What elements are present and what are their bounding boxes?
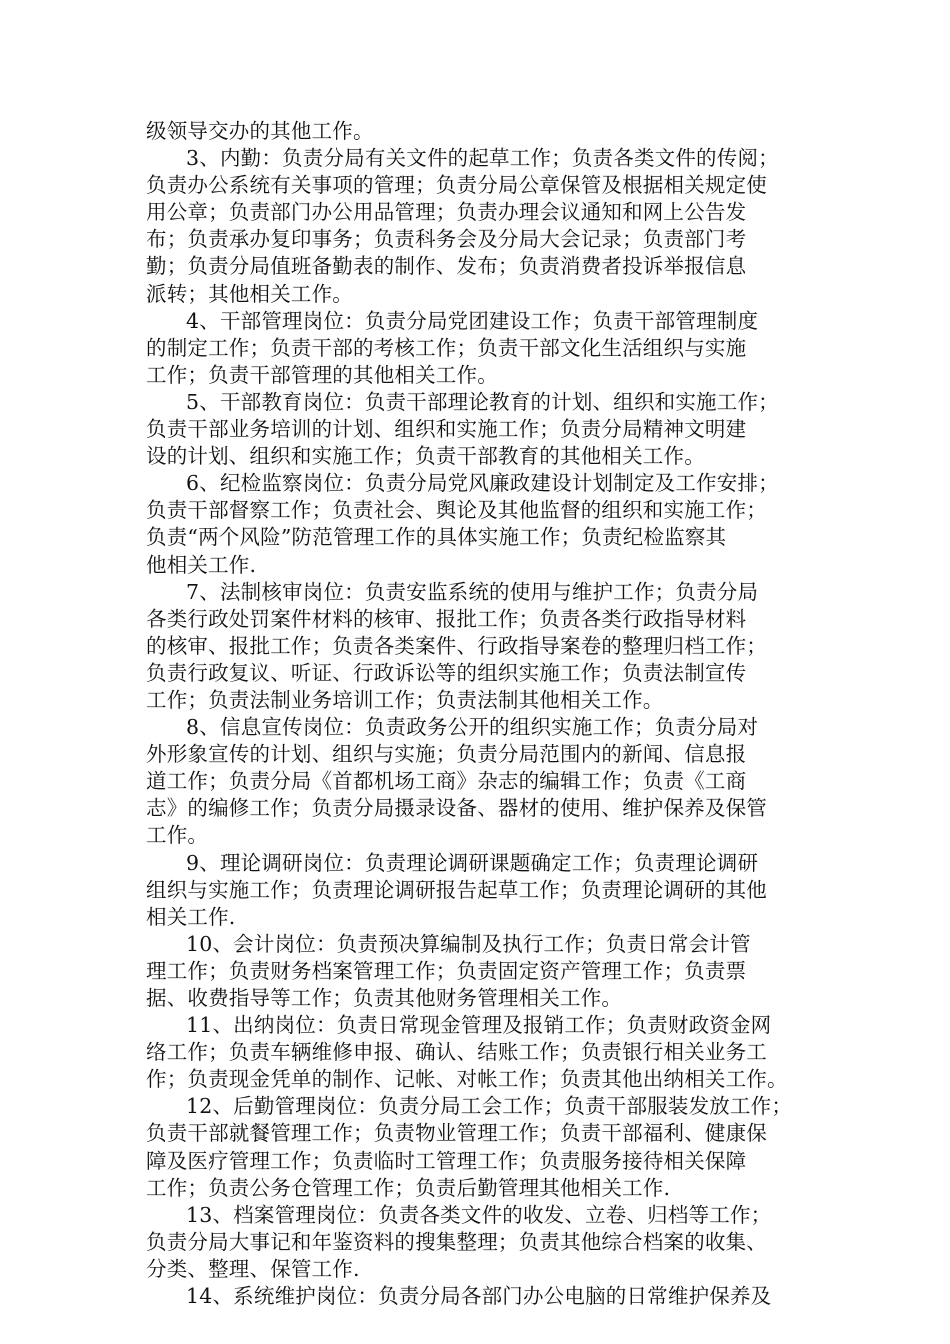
text-line: 12、后勤管理岗位：负责分局工会工作；负责干部服装发放工作； (186, 1094, 793, 1119)
text-line: 工作；负责干部管理的其他相关工作。 (146, 362, 498, 387)
text-line: 道工作；负责分局《首都机场工商》杂志的编辑工作；负责《工商 (146, 769, 747, 794)
text-line: 设的计划、组织和实施工作；负责干部教育的其他相关工作。 (146, 444, 705, 469)
text-line: 勤；负责分局值班备勤表的制作、发布；负责消费者投诉举报信息 (146, 254, 747, 279)
text-line: 9、理论调研岗位：负责理论调研课题确定工作；负责理论调研 (186, 850, 759, 875)
text-line: 负责干部督察工作；负责社会、舆论及其他监督的组织和实施工作； (146, 498, 767, 523)
document-body (146, 118, 806, 1310)
text-line: 7、法制核审岗位：负责安监系统的使用与维护工作；负责分局 (186, 579, 759, 604)
text-line: 14、系统维护岗位：负责分局各部门办公电脑的日常维护保养及 (186, 1284, 772, 1309)
text-line: 13、档案管理岗位：负责各类文件的收发、立卷、归档等工作； (186, 1202, 772, 1227)
text-line: 他相关工作. (146, 552, 257, 577)
text-line: 工作。 (146, 823, 209, 848)
text-line: 负责行政复议、听证、行政诉讼等的组织实施工作；负责法制宣传 (146, 660, 747, 685)
text-line: 级领导交办的其他工作。 (146, 119, 374, 143)
text-line: 10、会计岗位：负责预决算编制及执行工作；负责日常会计管 (186, 931, 751, 956)
text-line: 各类行政处罚案件材料的核审、报批工作；负责各类行政指导材料 (146, 606, 747, 631)
text-line: 派转；其他相关工作。 (146, 281, 353, 306)
text-line: 4、干部管理岗位：负责分局党团建设工作；负责干部管理制度 (186, 308, 759, 333)
text-line: 负责干部业务培训的计划、组织和实施工作；负责分局精神文明建 (146, 417, 747, 442)
text-line: 工作；负责公务仓管理工作；负责后勤管理其他相关工作. (146, 1175, 671, 1200)
text-line: 相关工作. (146, 904, 236, 929)
text-line: 11、出纳岗位：负责日常现金管理及报销工作；负责财政资金网 (186, 1013, 772, 1038)
text-line: 外形象宣传的计划、组织与实施；负责分局范围内的新闻、信息报 (146, 742, 747, 767)
text-line: 负责办公系统有关事项的管理；负责分局公章保管及根据相关规定使 (146, 173, 767, 198)
text-line: 布；负责承办复印事务；负责科务会及分局大会记录；负责部门考 (146, 227, 747, 252)
text-line: 分类、整理、保管工作. (146, 1256, 360, 1281)
text-line: 障及医疗管理工作；负责临时工管理工作；负责服务接待相关保障 (146, 1148, 747, 1173)
text-line: 5、干部教育岗位：负责干部理论教育的计划、组织和实施工作； (186, 389, 779, 414)
text-line: 络工作；负责车辆维修申报、确认、结账工作；负责银行相关业务工 (146, 1040, 767, 1065)
text-line: 理工作；负责财务档案管理工作；负责固定资产管理工作；负责票 (146, 958, 747, 983)
text-line: 作；负责现金凭单的制作、记帐、对帐工作；负责其他出纳相关工作。 (146, 1067, 788, 1092)
text-line: 的核审、报批工作；负责各类案件、行政指导案卷的整理归档工作； (146, 633, 767, 658)
text-line: 8、信息宣传岗位：负责政务公开的组织实施工作；负责分局对 (186, 715, 759, 740)
text-line: 3、内勤：负责分局有关文件的起草工作；负责各类文件的传阅； (186, 146, 779, 171)
text-line: 据、收费指导等工作；负责其他财务管理相关工作。 (146, 986, 623, 1010)
text-line: 负责分局大事记和年鉴资料的搜集整理；负责其他综合档案的收集、 (146, 1229, 767, 1254)
text-line: 用公章；负责部门办公用品管理；负责办理会议通知和网上公告发 (146, 200, 747, 225)
text-line: 志》的编修工作；负责分局摄录设备、器材的使用、维护保养及保管 (146, 796, 767, 821)
text-line: 工作；负责法制业务培训工作；负责法制其他相关工作。 (146, 687, 664, 712)
text-line: 组织与实施工作；负责理论调研报告起草工作；负责理论调研的其他 (146, 877, 767, 902)
text-line: 负责干部就餐管理工作；负责物业管理工作；负责干部福利、健康保 (146, 1121, 767, 1146)
text-line: 负责“两个风险”防范管理工作的具体实施工作；负责纪检监察其 (146, 525, 727, 550)
text-line: 的制定工作；负责干部的考核工作；负责干部文化生活组织与实施 (146, 335, 747, 360)
text-line: 6、纪检监察岗位：负责分局党风廉政建设计划制定及工作安排； (186, 471, 779, 496)
